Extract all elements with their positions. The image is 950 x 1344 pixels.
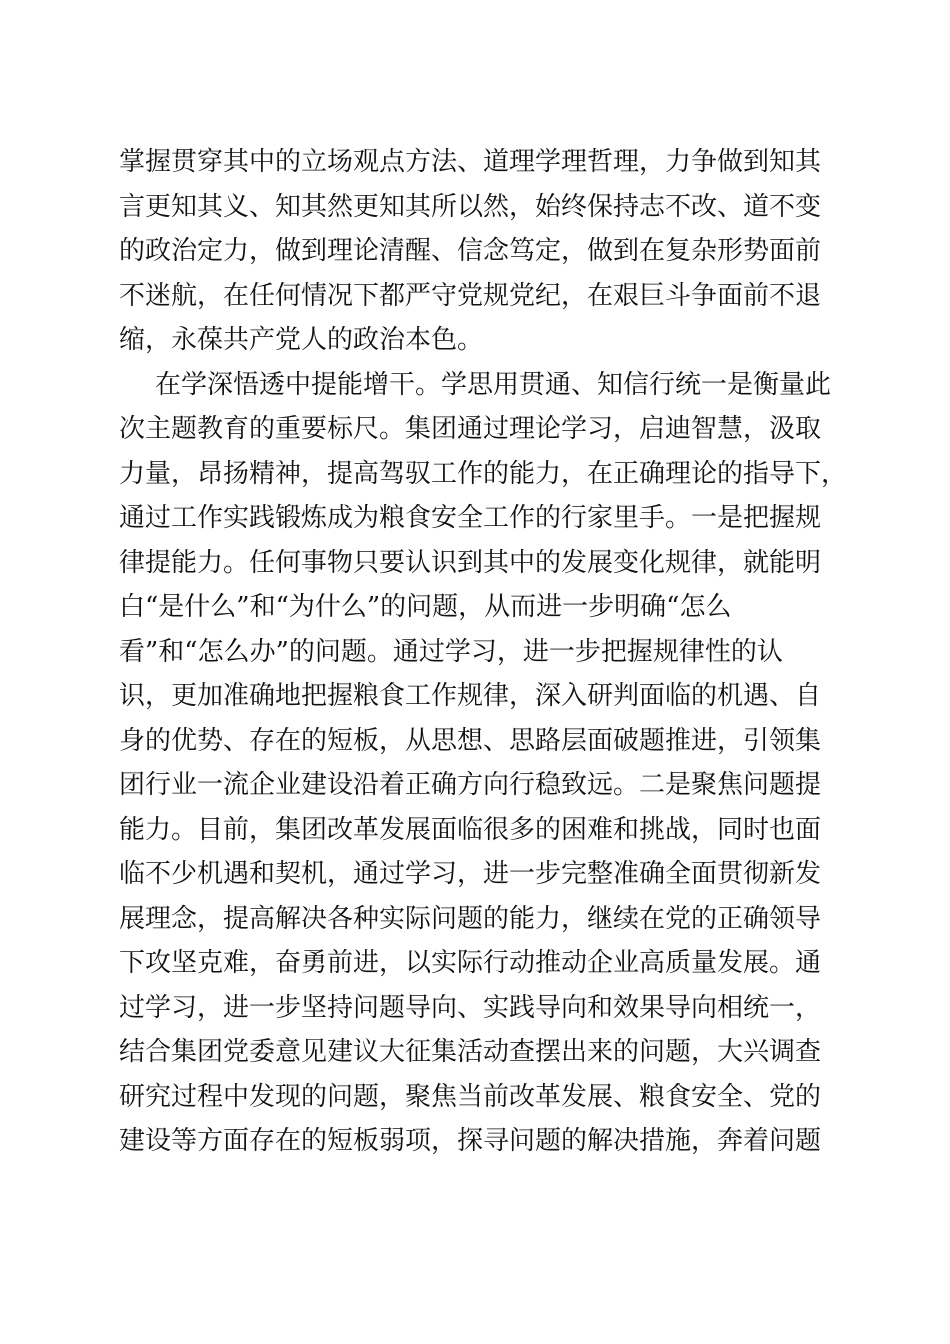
text-line: 能力。目前，集团改革发展面临很多的困难和挑战，同时也面 — [119, 814, 822, 845]
text-line: 通过工作实践锻炼成为粮食安全工作的行家里手。一是把握规 — [119, 503, 822, 533]
text-line: 身的优势、存在的短板，从思想、思路层面破题推进，引领集 — [119, 725, 822, 756]
text-line: 白“是什么”和“为什么”的问题，从而进一步明确“怎么 — [119, 592, 732, 622]
text-line: 次主题教育的重要标尺。集团通过理论学习，启迪智慧，汲取 — [119, 414, 822, 444]
text-line: 力量，昂扬精神，提高驾驭工作的能力，在正确理论的指导下， — [119, 458, 848, 489]
text-line: 不迷航，在任何情况下都严守党规党纪，在艰巨斗争面前不退 — [119, 280, 822, 311]
text-line: 结合集团党委意见建议大征集活动查摆出来的问题，大兴调查 — [119, 1037, 822, 1067]
text-line: 下攻坚克难，奋勇前进，以实际行动推动企业高质量发展。通 — [119, 948, 822, 978]
text-line: 律提能力。任何事物只要认识到其中的发展变化规律，就能明 — [119, 547, 822, 578]
text-line: 建设等方面存在的短板弱项，探寻问题的解决措施，奔着问题 — [119, 1126, 822, 1156]
text-line: 言更知其义、知其然更知其所以然，始终保持志不改、道不变 — [119, 191, 822, 222]
text-line: 研究过程中发现的问题，聚焦当前改革发展、粮食安全、党的 — [119, 1081, 822, 1112]
text-line: 过学习，进一步坚持问题导向、实践导向和效果导向相统一， — [119, 992, 822, 1023]
text-line: 展理念，提高解决各种实际问题的能力，继续在党的正确领导 — [119, 903, 822, 934]
text-line: 掌握贯穿其中的立场观点方法、道理学理哲理，力争做到知其 — [119, 147, 822, 177]
text-line: 识，更加准确地把握粮食工作规律，深入研判面临的机遇、自 — [119, 681, 822, 711]
document-body — [119, 140, 848, 1164]
text-line: 团行业一流企业建设沿着正确方向行稳致远。二是聚焦问题提 — [119, 770, 822, 800]
text-line: 缩，永葆共产党人的政治本色。 — [119, 325, 484, 355]
text-line: 的政治定力，做到理论清醒、信念笃定，做到在复杂形势面前 — [119, 236, 822, 266]
text-line: 看”和“怎么办”的问题。通过学习，进一步把握规律性的认 — [119, 636, 783, 667]
text-line: 在学深悟透中提能增干。学思用贯通、知信行统一是衡量此 — [155, 369, 832, 400]
paragraph-2 — [119, 363, 848, 1164]
paragraph-1 — [119, 140, 831, 363]
text-line: 临不少机遇和契机，通过学习，进一步完整准确全面贯彻新发 — [119, 859, 822, 889]
